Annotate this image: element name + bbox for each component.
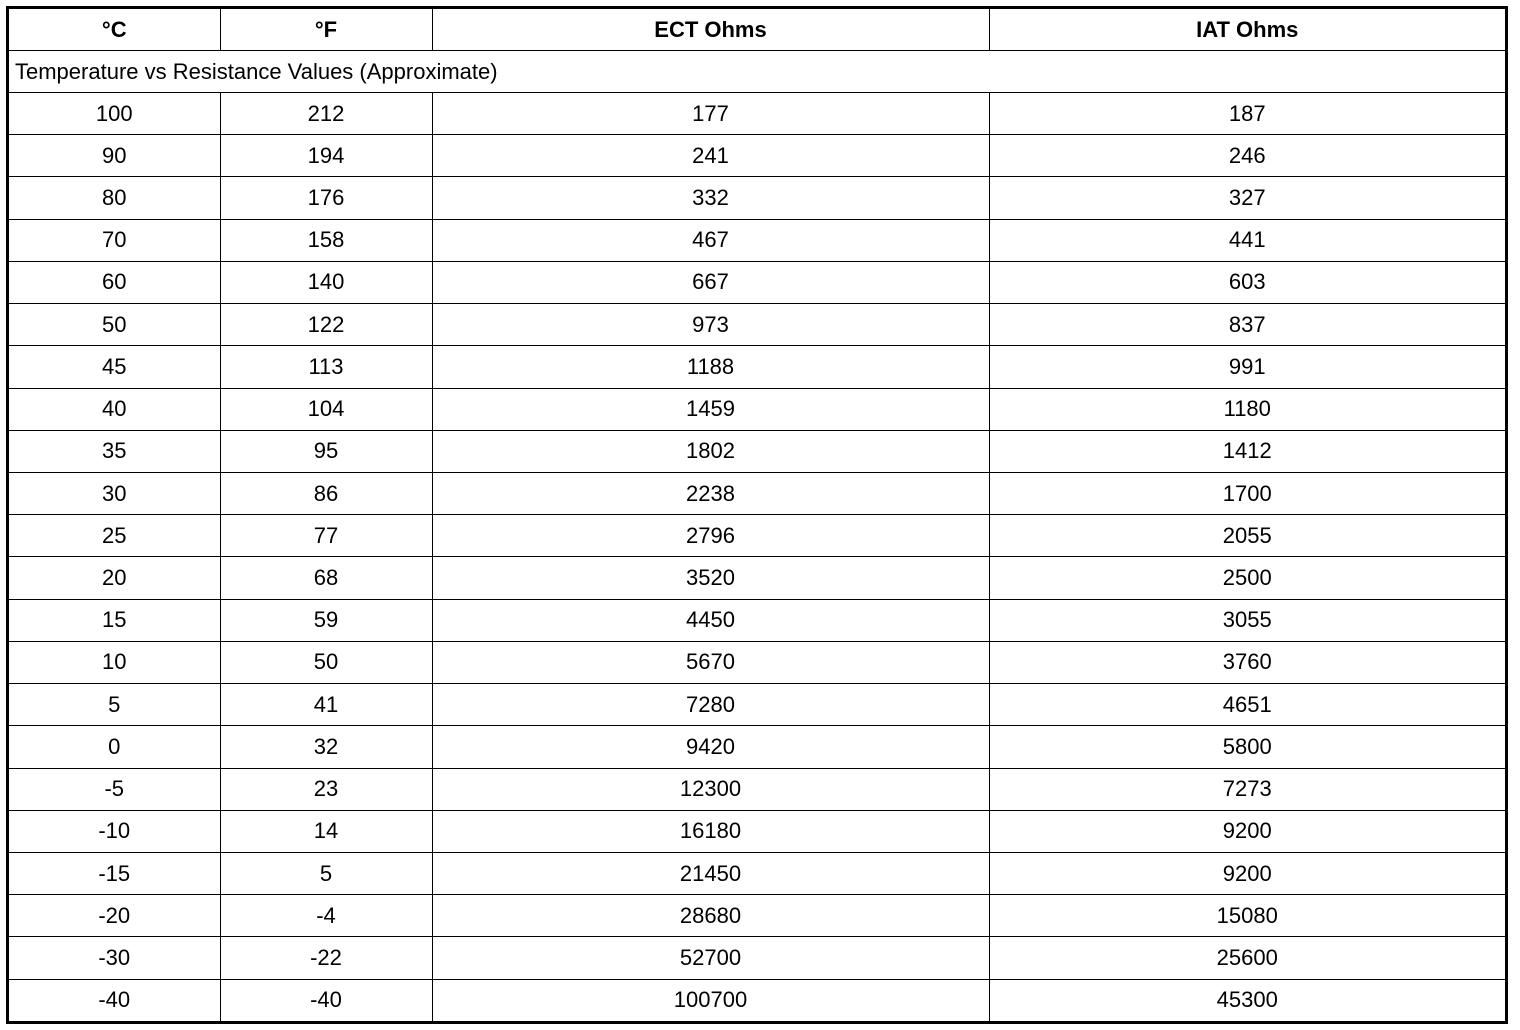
table-row [9,430,1505,472]
cell-ect-ohms: 1459 [432,388,989,430]
cell-iat-ohms: 45300 [989,979,1505,1021]
cell-fahrenheit: 194 [220,135,432,177]
cell-celsius: 40 [9,388,220,430]
table-row [9,346,1505,388]
cell-celsius: -20 [9,895,220,937]
table-row [9,768,1505,810]
cell-fahrenheit: 158 [220,219,432,261]
cell-fahrenheit: 68 [220,557,432,599]
cell-celsius: 20 [9,557,220,599]
table-row [9,810,1505,852]
cell-ect-ohms: 667 [432,261,989,303]
header-ect-ohms: ECT Ohms [432,9,989,51]
cell-celsius: 0 [9,726,220,768]
cell-ect-ohms: 2796 [432,515,989,557]
table-row [9,219,1505,261]
cell-fahrenheit: -4 [220,895,432,937]
table-row [9,135,1505,177]
cell-ect-ohms: 28680 [432,895,989,937]
cell-celsius: -30 [9,937,220,979]
table-row [9,852,1505,894]
cell-ect-ohms: 177 [432,93,989,135]
table-row [9,472,1505,514]
cell-ect-ohms: 100700 [432,979,989,1021]
table-row [9,388,1505,430]
cell-iat-ohms: 25600 [989,937,1505,979]
table-row [9,979,1505,1021]
header-row [9,9,1505,51]
cell-iat-ohms: 327 [989,177,1505,219]
cell-ect-ohms: 7280 [432,684,989,726]
cell-ect-ohms: 3520 [432,557,989,599]
cell-fahrenheit: -40 [220,979,432,1021]
table-row [9,515,1505,557]
cell-ect-ohms: 16180 [432,810,989,852]
cell-iat-ohms: 15080 [989,895,1505,937]
cell-iat-ohms: 837 [989,304,1505,346]
table-row [9,599,1505,641]
cell-iat-ohms: 3055 [989,599,1505,641]
cell-fahrenheit: 50 [220,641,432,683]
cell-fahrenheit: 212 [220,93,432,135]
table-row [9,726,1505,768]
cell-celsius: 80 [9,177,220,219]
cell-celsius: 35 [9,430,220,472]
cell-iat-ohms: 7273 [989,768,1505,810]
cell-iat-ohms: 1700 [989,472,1505,514]
cell-celsius: 10 [9,641,220,683]
cell-iat-ohms: 187 [989,93,1505,135]
cell-ect-ohms: 5670 [432,641,989,683]
cell-fahrenheit: 86 [220,472,432,514]
cell-celsius: 60 [9,261,220,303]
table-row [9,177,1505,219]
cell-celsius: 45 [9,346,220,388]
cell-iat-ohms: 2500 [989,557,1505,599]
cell-fahrenheit: 41 [220,684,432,726]
cell-fahrenheit: -22 [220,937,432,979]
table-row [9,93,1505,135]
cell-celsius: -5 [9,768,220,810]
cell-ect-ohms: 1188 [432,346,989,388]
cell-celsius: 5 [9,684,220,726]
table-row [9,937,1505,979]
cell-ect-ohms: 9420 [432,726,989,768]
cell-celsius: -40 [9,979,220,1021]
cell-iat-ohms: 246 [989,135,1505,177]
table-row [9,684,1505,726]
cell-celsius: 70 [9,219,220,261]
cell-fahrenheit: 77 [220,515,432,557]
cell-fahrenheit: 23 [220,768,432,810]
table-caption: Temperature vs Resistance Values (Approximate) [9,51,1505,93]
cell-fahrenheit: 176 [220,177,432,219]
table-row [9,895,1505,937]
cell-celsius: 15 [9,599,220,641]
cell-celsius: 100 [9,93,220,135]
cell-iat-ohms: 1412 [989,430,1505,472]
cell-celsius: -10 [9,810,220,852]
cell-fahrenheit: 104 [220,388,432,430]
cell-iat-ohms: 3760 [989,641,1505,683]
cell-fahrenheit: 14 [220,810,432,852]
temperature-resistance-table [9,9,1505,1021]
cell-fahrenheit: 59 [220,599,432,641]
cell-fahrenheit: 95 [220,430,432,472]
cell-iat-ohms: 4651 [989,684,1505,726]
table-body [9,93,1505,1022]
table-row [9,261,1505,303]
header-fahrenheit: °F [220,9,432,51]
cell-iat-ohms: 991 [989,346,1505,388]
cell-fahrenheit: 32 [220,726,432,768]
cell-ect-ohms: 4450 [432,599,989,641]
cell-iat-ohms: 9200 [989,852,1505,894]
cell-celsius: 90 [9,135,220,177]
cell-celsius: 25 [9,515,220,557]
cell-iat-ohms: 5800 [989,726,1505,768]
cell-fahrenheit: 140 [220,261,432,303]
cell-iat-ohms: 9200 [989,810,1505,852]
cell-ect-ohms: 1802 [432,430,989,472]
table-row [9,557,1505,599]
header-iat-ohms: IAT Ohms [989,9,1505,51]
cell-iat-ohms: 2055 [989,515,1505,557]
resistance-table-frame [6,6,1508,1024]
cell-ect-ohms: 241 [432,135,989,177]
cell-ect-ohms: 21450 [432,852,989,894]
cell-iat-ohms: 441 [989,219,1505,261]
cell-ect-ohms: 52700 [432,937,989,979]
table-row [9,641,1505,683]
caption-row [9,51,1505,93]
cell-ect-ohms: 973 [432,304,989,346]
cell-iat-ohms: 1180 [989,388,1505,430]
cell-fahrenheit: 5 [220,852,432,894]
cell-fahrenheit: 113 [220,346,432,388]
header-celsius: °C [9,9,220,51]
table-row [9,304,1505,346]
cell-fahrenheit: 122 [220,304,432,346]
cell-ect-ohms: 467 [432,219,989,261]
cell-celsius: 50 [9,304,220,346]
cell-celsius: 30 [9,472,220,514]
cell-ect-ohms: 2238 [432,472,989,514]
cell-iat-ohms: 603 [989,261,1505,303]
cell-celsius: -15 [9,852,220,894]
cell-ect-ohms: 12300 [432,768,989,810]
cell-ect-ohms: 332 [432,177,989,219]
